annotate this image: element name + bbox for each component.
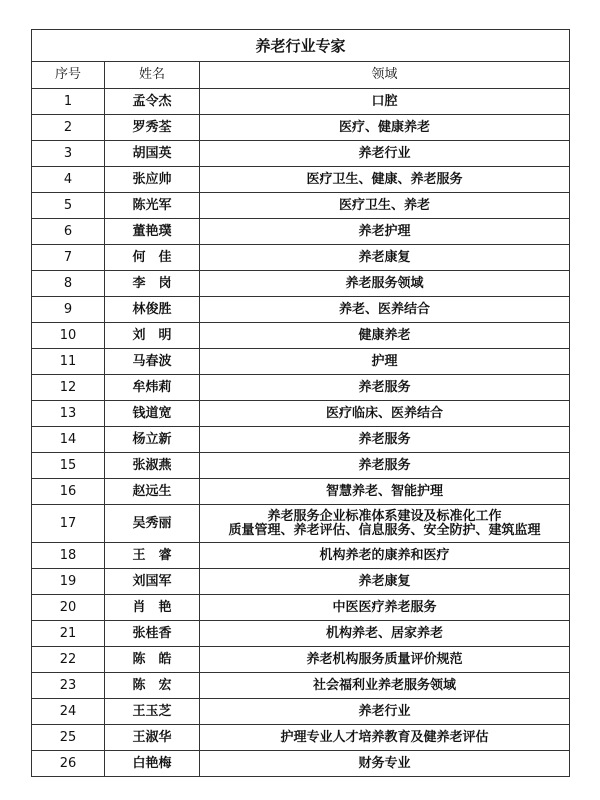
row-name: 刘 明: [105, 323, 200, 349]
row-name: 罗秀荃: [105, 115, 200, 141]
row-domain: [200, 569, 570, 595]
table-row: [32, 543, 570, 569]
row-index: 6: [32, 219, 105, 245]
row-domain-line: 医疗临床、医养结合: [326, 405, 444, 421]
row-domain-line: 医疗、健康养老: [339, 119, 431, 135]
row-domain: [200, 673, 570, 699]
row-name: 吴秀丽: [105, 505, 200, 543]
experts-table-container: [31, 29, 569, 777]
row-index: 10: [32, 323, 105, 349]
row-index: 20: [32, 595, 105, 621]
table-row: [32, 271, 570, 297]
table-row: [32, 193, 570, 219]
row-index: 8: [32, 271, 105, 297]
row-domain-line: 财务专业: [358, 755, 411, 771]
row-index: 19: [32, 569, 105, 595]
row-index: 16: [32, 479, 105, 505]
table-row: [32, 349, 570, 375]
table-row: [32, 505, 570, 543]
table-title-row: [32, 30, 570, 62]
row-domain-line: 养老行业: [358, 145, 411, 161]
row-domain: [200, 115, 570, 141]
row-name: 钱道宽: [105, 401, 200, 427]
row-domain: [200, 543, 570, 569]
table-row: [32, 569, 570, 595]
header-index: 序号: [32, 62, 105, 89]
row-index: 4: [32, 167, 105, 193]
header-domain: 领域: [200, 62, 570, 89]
row-domain-line: 社会福利业养老服务领域: [313, 677, 457, 693]
table-row: [32, 141, 570, 167]
table-row: [32, 751, 570, 777]
row-domain-line: 养老护理: [358, 223, 411, 239]
row-index: 21: [32, 621, 105, 647]
row-index: 7: [32, 245, 105, 271]
row-name: 张桂香: [105, 621, 200, 647]
row-domain: [200, 89, 570, 115]
row-domain-line: 护理专业人才培养教育及健养老评估: [280, 729, 489, 745]
row-name: 杨立新: [105, 427, 200, 453]
row-name: 何 佳: [105, 245, 200, 271]
row-domain-line: 养老康复: [358, 573, 411, 589]
row-domain-line: 机构养老的康养和医疗: [319, 547, 450, 563]
table-row: [32, 219, 570, 245]
table-row: [32, 699, 570, 725]
table-row: [32, 453, 570, 479]
table-row: [32, 621, 570, 647]
row-name: 陈 皓: [105, 647, 200, 673]
row-domain-line: 养老康复: [358, 249, 411, 265]
row-domain: [200, 751, 570, 777]
table-row: [32, 297, 570, 323]
row-name: 刘国军: [105, 569, 200, 595]
row-domain: [200, 349, 570, 375]
table-row: [32, 595, 570, 621]
row-domain: [200, 193, 570, 219]
row-name: 林俊胜: [105, 297, 200, 323]
row-domain-line: 机构养老、居家养老: [326, 625, 444, 641]
row-index: 14: [32, 427, 105, 453]
row-domain: [200, 647, 570, 673]
row-domain-line: 养老服务: [358, 457, 411, 473]
row-name: 牟炜莉: [105, 375, 200, 401]
row-name: 王 睿: [105, 543, 200, 569]
row-domain: [200, 725, 570, 751]
row-domain: [200, 323, 570, 349]
row-domain-line: 质量管理、养老评估、信息服务、安全防护、建筑监理: [228, 522, 541, 538]
row-domain-line: 养老、医养结合: [339, 301, 431, 317]
row-domain-line: 养老服务: [358, 379, 411, 395]
row-name: 肖 艳: [105, 595, 200, 621]
row-domain: [200, 595, 570, 621]
row-name: 孟令杰: [105, 89, 200, 115]
table-row: [32, 427, 570, 453]
row-domain-line: 口腔: [371, 93, 398, 109]
row-index: 15: [32, 453, 105, 479]
row-domain: [200, 505, 570, 543]
table-row: [32, 479, 570, 505]
row-domain: [200, 699, 570, 725]
row-index: 23: [32, 673, 105, 699]
row-domain: [200, 271, 570, 297]
table-title: 养老行业专家: [32, 30, 570, 62]
row-domain: [200, 621, 570, 647]
row-index: 12: [32, 375, 105, 401]
row-domain: [200, 245, 570, 271]
row-index: 3: [32, 141, 105, 167]
header-name: 姓名: [105, 62, 200, 89]
row-domain-line: 养老服务: [358, 431, 411, 447]
table-row: [32, 89, 570, 115]
row-domain: [200, 219, 570, 245]
row-domain-line: 养老服务领域: [345, 275, 424, 291]
row-domain-line: 医疗卫生、健康、养老服务: [306, 171, 463, 187]
row-domain-line: 养老行业: [358, 703, 411, 719]
table-row: [32, 401, 570, 427]
table-row: [32, 323, 570, 349]
row-name: 王玉芝: [105, 699, 200, 725]
row-name: 白艳梅: [105, 751, 200, 777]
row-name: 胡国英: [105, 141, 200, 167]
table-body: [32, 89, 570, 777]
row-domain-line: 养老服务企业标准体系建设及标准化工作: [267, 508, 502, 524]
row-name: 赵远生: [105, 479, 200, 505]
row-domain: [200, 167, 570, 193]
row-name: 董艳璞: [105, 219, 200, 245]
row-index: 17: [32, 505, 105, 543]
row-name: 李 岗: [105, 271, 200, 297]
row-name: 陈 宏: [105, 673, 200, 699]
row-index: 25: [32, 725, 105, 751]
table-row: [32, 167, 570, 193]
table-row: [32, 673, 570, 699]
row-index: 22: [32, 647, 105, 673]
row-index: 24: [32, 699, 105, 725]
row-index: 5: [32, 193, 105, 219]
row-domain: [200, 141, 570, 167]
table-row: [32, 115, 570, 141]
table-row: [32, 647, 570, 673]
row-name: 马春波: [105, 349, 200, 375]
row-name: 张应帅: [105, 167, 200, 193]
row-index: 11: [32, 349, 105, 375]
row-domain: [200, 297, 570, 323]
row-name: 王淑华: [105, 725, 200, 751]
experts-table: [31, 29, 570, 777]
table-row: [32, 375, 570, 401]
row-domain-line: 护理: [371, 353, 398, 369]
row-domain: [200, 479, 570, 505]
table-header-row: [32, 62, 570, 89]
row-index: 9: [32, 297, 105, 323]
row-domain-line: 健康养老: [358, 327, 411, 343]
row-domain: [200, 453, 570, 479]
row-name: 陈光军: [105, 193, 200, 219]
row-domain-line: 中医医疗养老服务: [332, 599, 437, 615]
row-index: 18: [32, 543, 105, 569]
table-row: [32, 245, 570, 271]
row-index: 13: [32, 401, 105, 427]
table-row: [32, 725, 570, 751]
row-index: 26: [32, 751, 105, 777]
row-index: 2: [32, 115, 105, 141]
row-name: 张淑燕: [105, 453, 200, 479]
row-domain-line: 养老机构服务质量评价规范: [306, 651, 463, 667]
row-domain-line: 医疗卫生、养老: [339, 197, 431, 213]
row-domain: [200, 427, 570, 453]
row-domain: [200, 401, 570, 427]
row-domain-line: 智慧养老、智能护理: [326, 483, 444, 499]
row-index: 1: [32, 89, 105, 115]
row-domain: [200, 375, 570, 401]
